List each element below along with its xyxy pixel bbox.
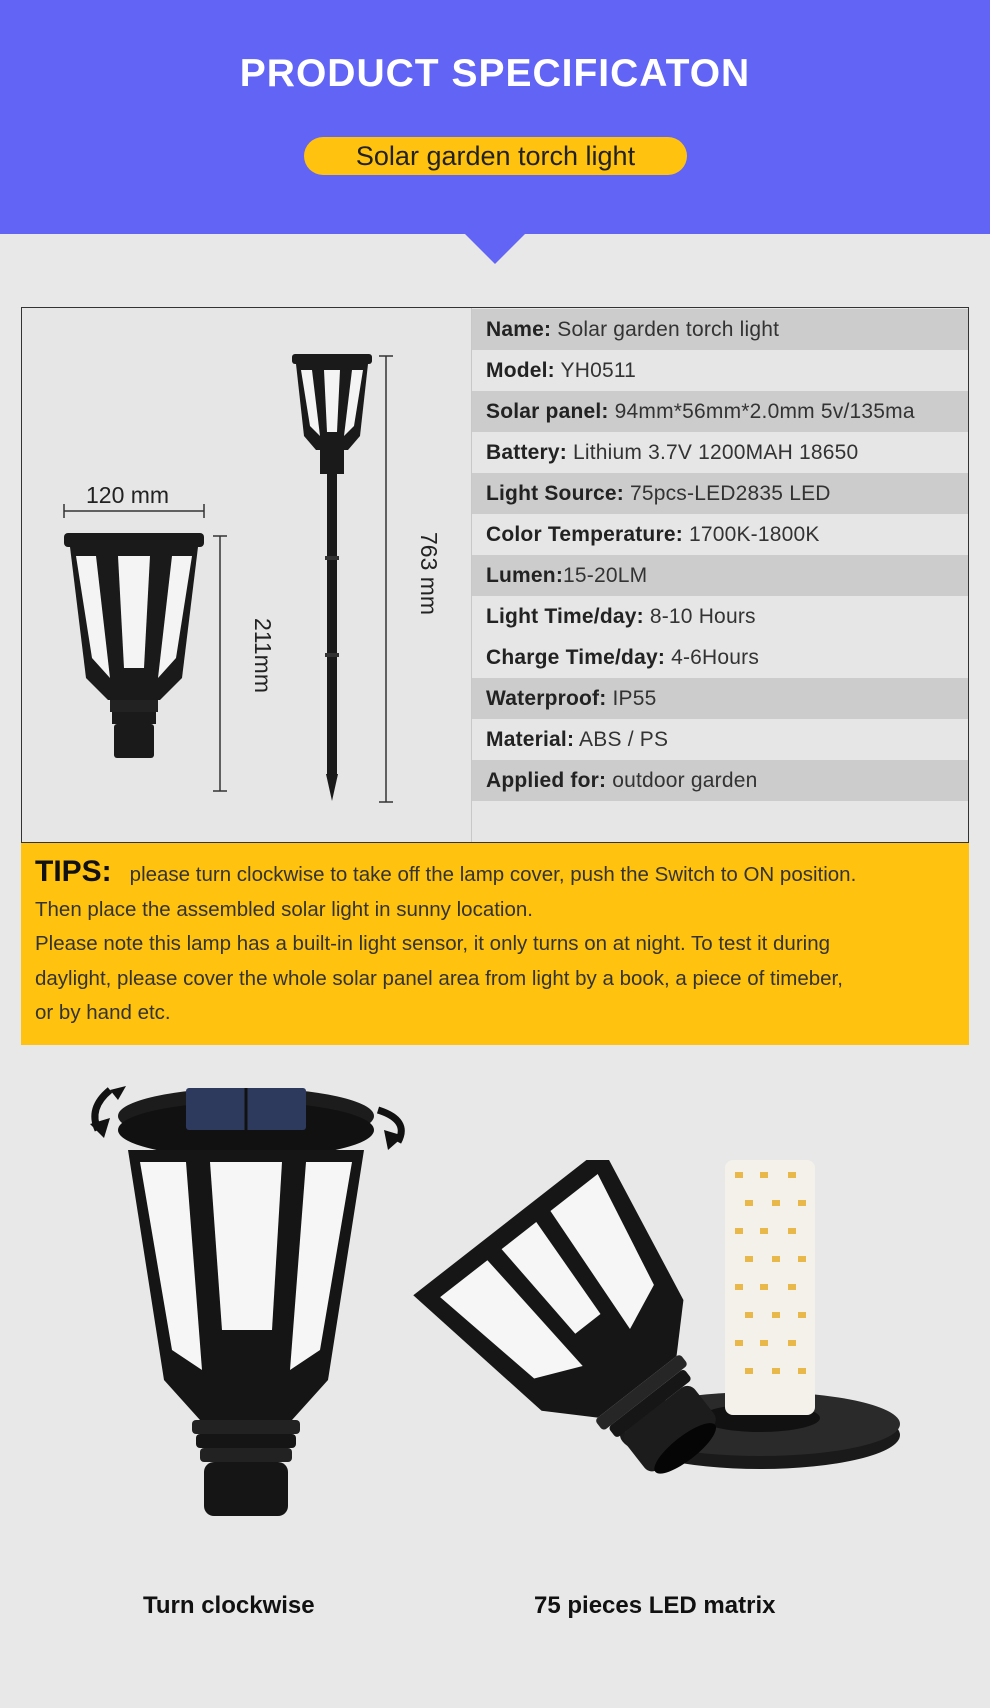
tips-heading: TIPS:	[35, 855, 112, 888]
turn-clockwise-image	[80, 1080, 420, 1530]
page-title: PRODUCT SPECIFICATON	[239, 52, 751, 95]
spec-row-light-source: Light Source: 75pcs-LED2835 LED	[472, 473, 968, 514]
tips-box	[21, 843, 969, 1045]
tips-line-2: Then place the assembled solar light in sunny location.	[35, 897, 533, 921]
tips-line-1: please turn clockwise to take off the lamp cover, push the Switch to ON position.	[129, 863, 857, 886]
spec-row-solar-panel: Solar panel: 94mm*56mm*2.0mm 5v/135ma	[472, 391, 968, 432]
spec-row-waterproof: Waterproof: IP55	[472, 678, 968, 719]
width-dimension-label: 120 mm	[86, 482, 170, 508]
dimension-diagram	[22, 308, 471, 841]
caption-led-matrix: 75 pieces LED matrix	[534, 1592, 776, 1619]
spec-row-material: Material: ABS / PS	[486, 728, 669, 751]
banner-pointer	[464, 233, 526, 264]
spec-row-light-time: Light Time/day: 8-10 Hours	[486, 605, 756, 628]
spec-row-name: Name: Solar garden torch light	[472, 309, 968, 350]
total-height-dimension-label: 763 mm	[416, 532, 442, 616]
spec-row-model: Model: YH0511	[486, 359, 637, 382]
torch-dimension-drawing	[22, 308, 471, 841]
product-name-badge: Solar garden torch light	[304, 137, 687, 175]
header-banner	[0, 0, 990, 234]
led-matrix-image	[410, 1160, 920, 1490]
tips-line-4: daylight, please cover the whole solar panel area from light by a book, a piece of timeber,	[35, 966, 843, 990]
spec-row-lumen: Lumen:15-20LM	[472, 555, 968, 596]
tips-line-3: Please note this lamp has a built-in light sensor, it only turns on at night. To test it during	[35, 932, 831, 955]
caption-turn-clockwise: Turn clockwise	[143, 1592, 315, 1619]
rotate-right-arrow-icon	[378, 1110, 404, 1150]
spec-table	[472, 309, 968, 801]
spec-row-battery: Battery: Lithium 3.7V 1200MAH 18650	[486, 441, 859, 464]
spec-row-applied-for: Applied for: outdoor garden	[472, 760, 968, 801]
head-height-dimension-label: 211mm	[250, 618, 276, 693]
tips-line-5: or by hand etc.	[35, 1001, 171, 1024]
spec-panel	[21, 307, 969, 843]
spec-row-charge-time: Charge Time/day: 4-6Hours	[486, 646, 760, 669]
spec-row-color-temperature: Color Temperature: 1700K-1800K	[486, 523, 820, 546]
